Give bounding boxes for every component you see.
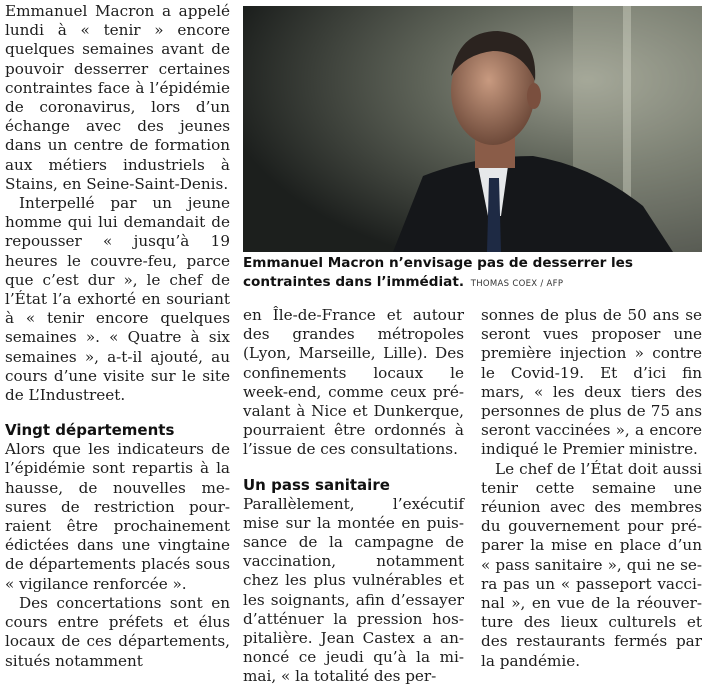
section-subheading: Un pass sanitaire: [243, 475, 390, 494]
paragraph: Le chef de l’État doit aussi tenir cette semaine une réunion avec des membres du gouvernement pour préparer la mise en place d’un « pass sanitaire », qui ne sera pas un « passeport vaccinal », en vue de la réouverture des lieux culturels et des restaurants fermés par la pandémie.: [481, 459, 702, 670]
article-column-3: [481, 306, 702, 671]
paragraph: Emmanuel Macron a appelé lundi à « tenir » encore quelques semaines avant de pouvoir desserrer certaines contraintes face à l’épidémie de coronavirus, lors d’un échange avec des jeunes dans un centre de formation aux métiers industriels à Stains, en Seine-Saint-Denis.: [5, 2, 230, 193]
section-subheading: Vingt départements: [5, 421, 175, 440]
article-column-2: [243, 306, 464, 687]
caption-text: Emmanuel Macron n’envisage pas de desserrer les contraintes dans l’immédiat.: [243, 255, 633, 290]
paragraph: Des concertations sont en cours entre préfets et élus locaux de ces départements, situés notamment: [5, 593, 230, 670]
paragraph: Parallèlement, l’exécutif mise sur la montée en puissance de la campagne de vaccination, notamment chez les plus vulnérables et les soignants, afin d’essayer d’atténuer la pression hospitalière. Jean Castex a annoncé ce jeudi qu’à la mi-mai, « la totalité des per-: [243, 494, 464, 686]
article-photo: [243, 6, 702, 252]
article-column-1: [5, 2, 230, 671]
paragraph: sonnes de plus de 50 ans se seront vues proposer une première injection » contre le Covid-19. Et d’ici fin mars, « les deux tiers des personnes de plus de 75 ans seront vaccinées », a encore indiqué le Premier ministre.: [481, 306, 702, 459]
photo-caption: [243, 254, 702, 294]
paragraph: en Île-de-France et autour des grandes métropoles (Lyon, Marseille, Lille). Des confinements locaux le week-end, comme ceux prévalant à Nice et Dunkerque, pourraient être ordonnés à l’issue de ces consultations.: [243, 306, 464, 459]
paragraph: Interpellé par un jeune homme qui lui demandait de repousser « jusqu’à 19 heures le couvre-feu, parce que c’est dur », le chef de l’État l’a exhorté en souriant à « tenir encore quelques semaines ». « Quatre à six semaines », a-t-il ajouté, au cours d’une visite sur le site de L’Industreet.: [5, 194, 230, 405]
photo-credit: THOMAS COEX / AFP: [470, 279, 564, 289]
paragraph: Alors que les indicateurs de l’épidémie sont repartis à la hausse, de nouvelles mesures de restriction pourraient être prochainement édictées dans une vingtaine de départements placés sous « vigilance renforcée ».: [5, 440, 230, 593]
